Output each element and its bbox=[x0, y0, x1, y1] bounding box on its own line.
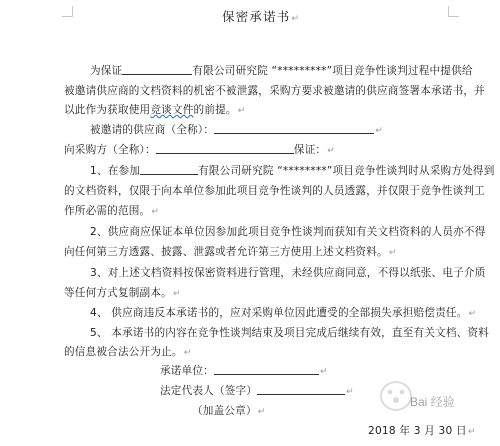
item-1-blank bbox=[140, 164, 198, 175]
promise-unit-blank bbox=[214, 364, 319, 375]
item-1-line-2: 的文档资料，仅限于向本单位参加此项目竞争性谈判的人员透露，并仅限于竞争性谈判工 bbox=[64, 185, 485, 197]
item-1-line-1: 1、在参加 有限公司研究院 “********”项目竞争性谈判时从采购方处得到 bbox=[90, 165, 495, 177]
item-3-line-2: 等任何方式复制副本。↵ bbox=[64, 287, 181, 299]
supplier-blank bbox=[214, 123, 374, 134]
supplier-line: 被邀请的供应商（全称）： ↵ bbox=[90, 124, 383, 136]
buyer-blank bbox=[156, 143, 294, 154]
document-title: 保密承诺书↵ bbox=[222, 9, 301, 24]
legal-rep-blank bbox=[257, 384, 345, 395]
watermark-text: Bai 经验 bbox=[410, 395, 455, 409]
item-4-line: 4、 供应商违反本承诺书的，应对采购单位因此遭受的全部损失承担赔偿责任。↵ bbox=[90, 307, 477, 319]
intro-line-3: 以此作为获取使用竞谈文件的前提。↵ bbox=[64, 104, 246, 116]
intro-line-1: 为保证 有限公司研究院 “*********”项目竞争性谈判过程中提供给 bbox=[90, 65, 473, 77]
item-2-line-2: 向任何第三方透露、披露、泄露或者允许第三方使用上述文档资料。↵ bbox=[64, 246, 397, 258]
margin-corner-top-left bbox=[62, 6, 73, 17]
intro-line-2: 被邀请供应商的文档资料的机密不被泄露，采购方要求被邀请的供应商签署本承诺书，并 bbox=[64, 85, 485, 97]
margin-corner-top-right bbox=[448, 6, 459, 17]
paragraph-mark: ↵ bbox=[291, 14, 301, 24]
item-2-line-1: 2、供应商应保证本单位因参加此项目竞争性谈判而获知有关文档资料的人员亦不得 bbox=[90, 226, 486, 238]
legal-rep-line: 法定代表人（签字） ↵ bbox=[160, 385, 354, 397]
item-1-line-3: 作所必需的范围。↵ bbox=[64, 205, 160, 217]
buyer-line: 向采购方（全称）： 保证：↵ bbox=[64, 144, 335, 156]
item-5-line-1: 5、 本承诺书的内容在竞争性谈判结束及项目完成后继续有效，直至有关文档、资料 bbox=[90, 327, 490, 339]
promise-unit-line: 承诺单位： ↵ bbox=[160, 365, 328, 377]
company-blank bbox=[122, 64, 192, 75]
item-5-line-2: 的信息被合法公开为止。↵ bbox=[64, 346, 192, 358]
date-line: 2018 年 3 月 30 日↵ bbox=[368, 425, 476, 437]
item-3-line-1: 3、对上述文档资料按保密资料进行管理，未经供应商同意，不得以纸张、电子介质 bbox=[90, 267, 486, 279]
seal-note: （加盖公章）↵ bbox=[192, 405, 266, 417]
